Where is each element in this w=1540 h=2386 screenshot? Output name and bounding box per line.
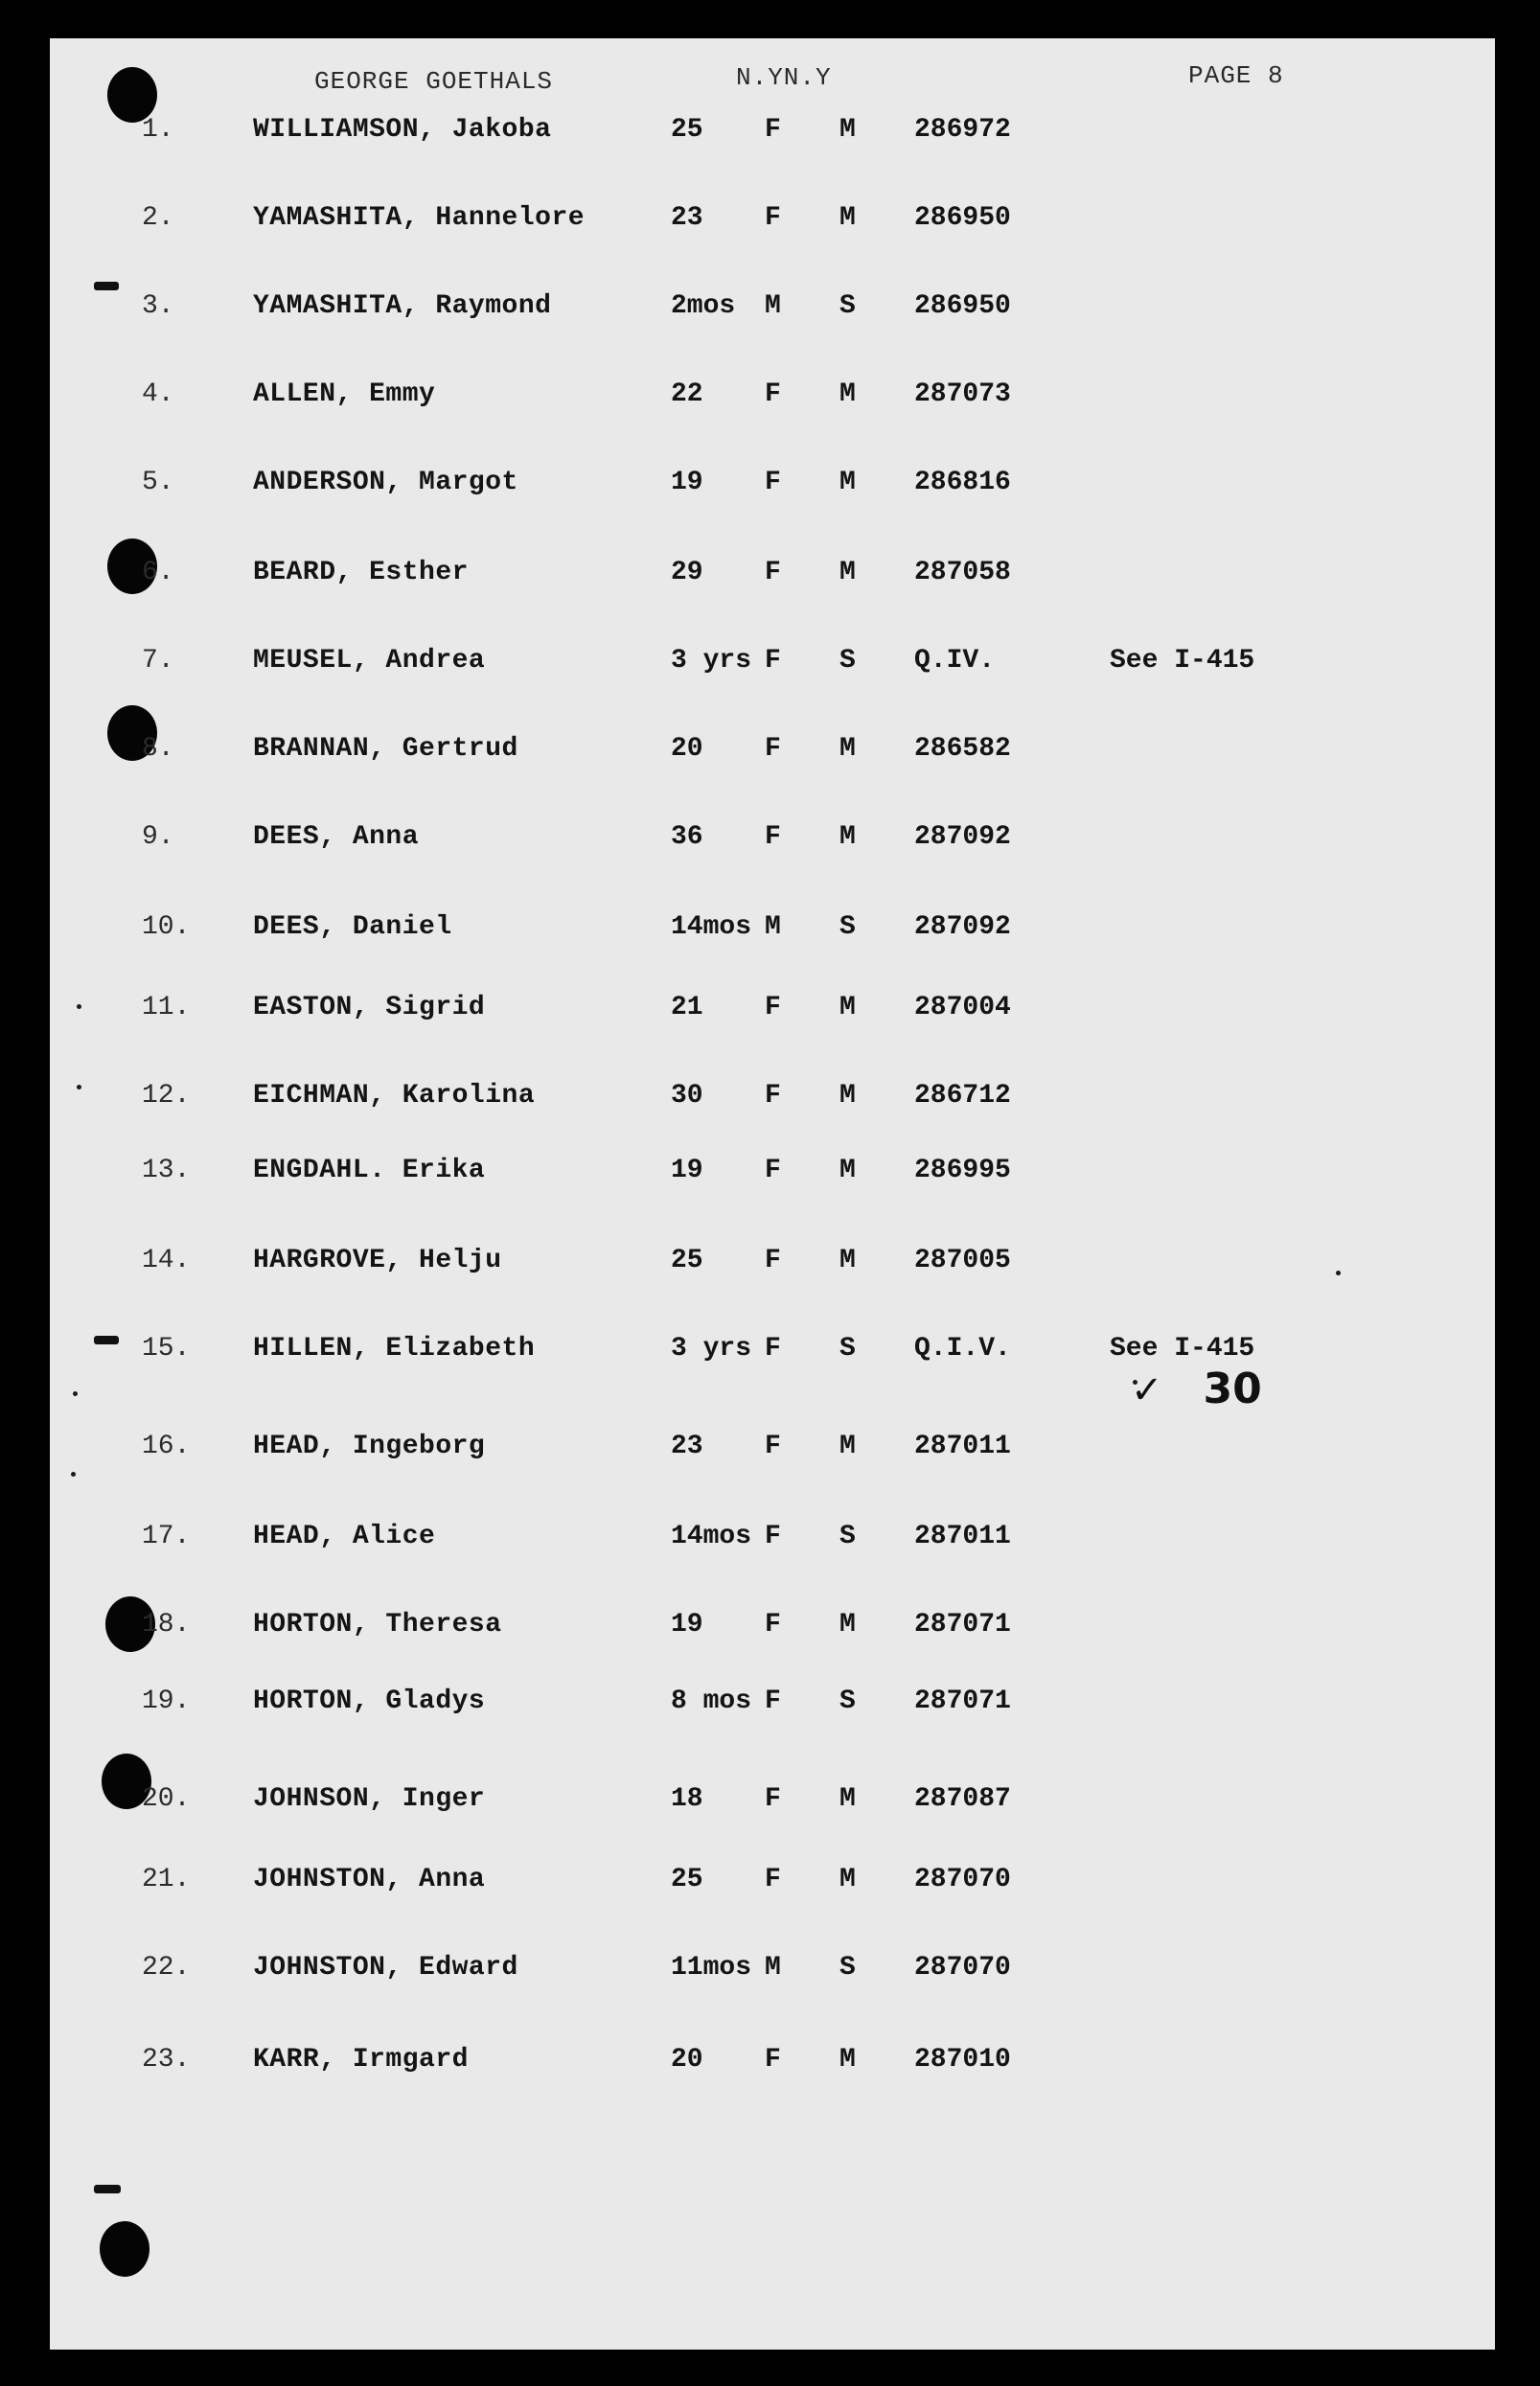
- marital-status: S: [839, 912, 856, 942]
- passenger-age: 36: [671, 822, 703, 852]
- table-row: [0, 993, 1445, 1035]
- passenger-age: 3 yrs: [671, 1334, 752, 1364]
- passenger-age: 23: [671, 203, 703, 233]
- marital-status: S: [839, 1522, 856, 1551]
- passenger-sex: F: [765, 115, 781, 145]
- passenger-name: JOHNSTON, Anna: [253, 1865, 486, 1894]
- row-number: 23.: [142, 2045, 191, 2075]
- passenger-name: YAMASHITA, Hannelore: [253, 203, 586, 233]
- table-row: [0, 912, 1445, 954]
- passenger-name: EASTON, Sigrid: [253, 993, 486, 1022]
- passenger-name: ANDERSON, Margot: [253, 468, 518, 497]
- edge-mark: [94, 2185, 121, 2193]
- passenger-name: DEES, Daniel: [253, 912, 452, 942]
- record-number: 286712: [914, 1081, 1011, 1111]
- record-number: Q.IV.: [914, 646, 996, 676]
- marital-status: M: [839, 2045, 856, 2075]
- passenger-name: HORTON, Gladys: [253, 1686, 486, 1716]
- passenger-name: KARR, Irmgard: [253, 2045, 469, 2075]
- marital-status: M: [839, 1156, 856, 1185]
- row-number: 18.: [142, 1610, 191, 1640]
- passenger-age: 19: [671, 1156, 703, 1185]
- passenger-sex: F: [765, 558, 781, 587]
- table-row: [0, 203, 1445, 245]
- passenger-sex: F: [765, 1156, 781, 1185]
- passenger-sex: F: [765, 1334, 781, 1364]
- marital-status: S: [839, 1686, 856, 1716]
- edge-mark: [94, 282, 119, 290]
- passenger-age: 19: [671, 468, 703, 497]
- table-row: [0, 1686, 1445, 1729]
- record-number: 287092: [914, 822, 1011, 852]
- row-number: 15.: [142, 1334, 191, 1364]
- binder-hole: [100, 2221, 149, 2277]
- passenger-sex: F: [765, 1432, 781, 1461]
- table-row: [0, 1081, 1445, 1123]
- passenger-name: HEAD, Ingeborg: [253, 1432, 486, 1461]
- record-number: 287011: [914, 1522, 1011, 1551]
- passenger-age: 14mos: [671, 912, 752, 942]
- row-number: 7.: [142, 646, 174, 676]
- marital-status: M: [839, 1246, 856, 1275]
- record-number: 287092: [914, 912, 1011, 942]
- passenger-name: HEAD, Alice: [253, 1522, 436, 1551]
- passenger-age: 20: [671, 734, 703, 764]
- passenger-age: 2mos: [671, 291, 736, 321]
- row-number: 8.: [142, 734, 174, 764]
- marital-status: M: [839, 734, 856, 764]
- passenger-age: 14mos: [671, 1522, 752, 1551]
- marital-status: M: [839, 468, 856, 497]
- passenger-name: DEES, Anna: [253, 822, 420, 852]
- record-number: 286950: [914, 291, 1011, 321]
- table-row: [0, 1432, 1445, 1474]
- row-number: 17.: [142, 1522, 191, 1551]
- record-number: 287004: [914, 993, 1011, 1022]
- marital-status: M: [839, 993, 856, 1022]
- passenger-name: ENGDAHL. Erika: [253, 1156, 486, 1185]
- marital-status: S: [839, 291, 856, 321]
- marital-status: M: [839, 822, 856, 852]
- record-number: 287058: [914, 558, 1011, 587]
- row-number: 11.: [142, 993, 191, 1022]
- passenger-name: BEARD, Esther: [253, 558, 469, 587]
- ship-name: GEORGE GOETHALS: [314, 67, 554, 96]
- passenger-sex: F: [765, 822, 781, 852]
- row-number: 12.: [142, 1081, 191, 1111]
- record-number: 287011: [914, 1432, 1011, 1461]
- passenger-sex: F: [765, 468, 781, 497]
- row-number: 14.: [142, 1246, 191, 1275]
- table-row: [0, 1156, 1445, 1198]
- row-number: 10.: [142, 912, 191, 942]
- table-row: [0, 1610, 1445, 1652]
- passenger-age: 20: [671, 2045, 703, 2075]
- marital-status: M: [839, 558, 856, 587]
- row-number: 13.: [142, 1156, 191, 1185]
- table-row: [0, 734, 1445, 776]
- passenger-sex: M: [765, 1953, 781, 1983]
- passenger-name: EICHMAN, Karolina: [253, 1081, 536, 1111]
- record-number: 287071: [914, 1686, 1011, 1716]
- marital-status: S: [839, 646, 856, 676]
- page-number: PAGE 8: [1188, 61, 1284, 90]
- row-number: 2.: [142, 203, 174, 233]
- marital-status: M: [839, 1081, 856, 1111]
- record-number: 287073: [914, 379, 1011, 409]
- passenger-sex: M: [765, 912, 781, 942]
- table-row: [0, 468, 1445, 510]
- table-row: [0, 1865, 1445, 1907]
- passenger-age: 25: [671, 1246, 703, 1275]
- row-number: 1.: [142, 115, 174, 145]
- row-number: 21.: [142, 1865, 191, 1894]
- record-number: 286995: [914, 1156, 1011, 1185]
- row-number: 9.: [142, 822, 174, 852]
- marital-status: M: [839, 379, 856, 409]
- speck: [73, 1391, 78, 1396]
- passenger-age: 23: [671, 1432, 703, 1461]
- row-note: See I-415: [1110, 1334, 1255, 1364]
- passenger-name: ALLEN, Emmy: [253, 379, 436, 409]
- passenger-age: 25: [671, 115, 703, 145]
- passenger-name: JOHNSTON, Edward: [253, 1953, 518, 1983]
- table-row: [0, 2045, 1445, 2087]
- marital-status: M: [839, 115, 856, 145]
- marital-status: M: [839, 203, 856, 233]
- passenger-sex: F: [765, 993, 781, 1022]
- marital-status: S: [839, 1334, 856, 1364]
- table-row: [0, 558, 1445, 600]
- record-number: 286582: [914, 734, 1011, 764]
- row-number: 6.: [142, 558, 174, 587]
- passenger-sex: F: [765, 1246, 781, 1275]
- marital-status: M: [839, 1610, 856, 1640]
- passenger-age: 29: [671, 558, 703, 587]
- passenger-name: BRANNAN, Gertrud: [253, 734, 518, 764]
- row-number: 20.: [142, 1784, 191, 1814]
- row-number: 16.: [142, 1432, 191, 1461]
- passenger-sex: F: [765, 1784, 781, 1814]
- marital-status: S: [839, 1953, 856, 1983]
- marital-status: M: [839, 1784, 856, 1814]
- passenger-age: 21: [671, 993, 703, 1022]
- row-number: 19.: [142, 1686, 191, 1716]
- row-note: See I-415: [1110, 646, 1255, 676]
- passenger-sex: F: [765, 734, 781, 764]
- tally-count: 30: [1203, 1365, 1262, 1413]
- passenger-age: 11mos: [671, 1953, 752, 1983]
- table-row: [0, 822, 1445, 864]
- record-number: 286816: [914, 468, 1011, 497]
- passenger-sex: F: [765, 2045, 781, 2075]
- row-number: 4.: [142, 379, 174, 409]
- row-number: 5.: [142, 468, 174, 497]
- table-row: [0, 1246, 1445, 1288]
- passenger-age: 22: [671, 379, 703, 409]
- table-row: [0, 291, 1445, 333]
- passenger-sex: F: [765, 646, 781, 676]
- table-row: [0, 1953, 1445, 1995]
- handwritten-tally: [1131, 1365, 1262, 1413]
- row-number: 3.: [142, 291, 174, 321]
- table-row: [0, 115, 1445, 157]
- passenger-name: JOHNSON, Inger: [253, 1784, 486, 1814]
- record-number: 287087: [914, 1784, 1011, 1814]
- passenger-age: 30: [671, 1081, 703, 1111]
- passenger-age: 8 mos: [671, 1686, 752, 1716]
- record-number: 287010: [914, 2045, 1011, 2075]
- record-number: 286972: [914, 115, 1011, 145]
- passenger-age: 25: [671, 1865, 703, 1894]
- passenger-sex: F: [765, 1522, 781, 1551]
- record-number: Q.I.V.: [914, 1334, 1011, 1364]
- passenger-name: HORTON, Theresa: [253, 1610, 502, 1640]
- table-row: [0, 646, 1445, 688]
- record-number: 286950: [914, 203, 1011, 233]
- passenger-name: YAMASHITA, Raymond: [253, 291, 552, 321]
- passenger-name: HILLEN, Elizabeth: [253, 1334, 536, 1364]
- passenger-sex: F: [765, 1610, 781, 1640]
- passenger-age: 3 yrs: [671, 646, 752, 676]
- passenger-name: MEUSEL, Andrea: [253, 646, 486, 676]
- record-number: 287071: [914, 1610, 1011, 1640]
- port-code: N.YN.Y: [736, 63, 832, 92]
- passenger-name: WILLIAMSON, Jakoba: [253, 115, 552, 145]
- passenger-age: 18: [671, 1784, 703, 1814]
- table-row: [0, 379, 1445, 422]
- record-number: 287005: [914, 1246, 1011, 1275]
- table-row: [0, 1784, 1445, 1826]
- marital-status: M: [839, 1432, 856, 1461]
- passenger-sex: F: [765, 1686, 781, 1716]
- record-number: 287070: [914, 1865, 1011, 1894]
- marital-status: M: [839, 1865, 856, 1894]
- passenger-age: 19: [671, 1610, 703, 1640]
- passenger-name: HARGROVE, Helju: [253, 1246, 502, 1275]
- passenger-sex: F: [765, 379, 781, 409]
- check-mark-icon: ✓: [1131, 1368, 1163, 1412]
- table-row: [0, 1522, 1445, 1564]
- record-number: 287070: [914, 1953, 1011, 1983]
- passenger-sex: F: [765, 1081, 781, 1111]
- passenger-sex: M: [765, 291, 781, 321]
- passenger-sex: F: [765, 1865, 781, 1894]
- passenger-sex: F: [765, 203, 781, 233]
- row-number: 22.: [142, 1953, 191, 1983]
